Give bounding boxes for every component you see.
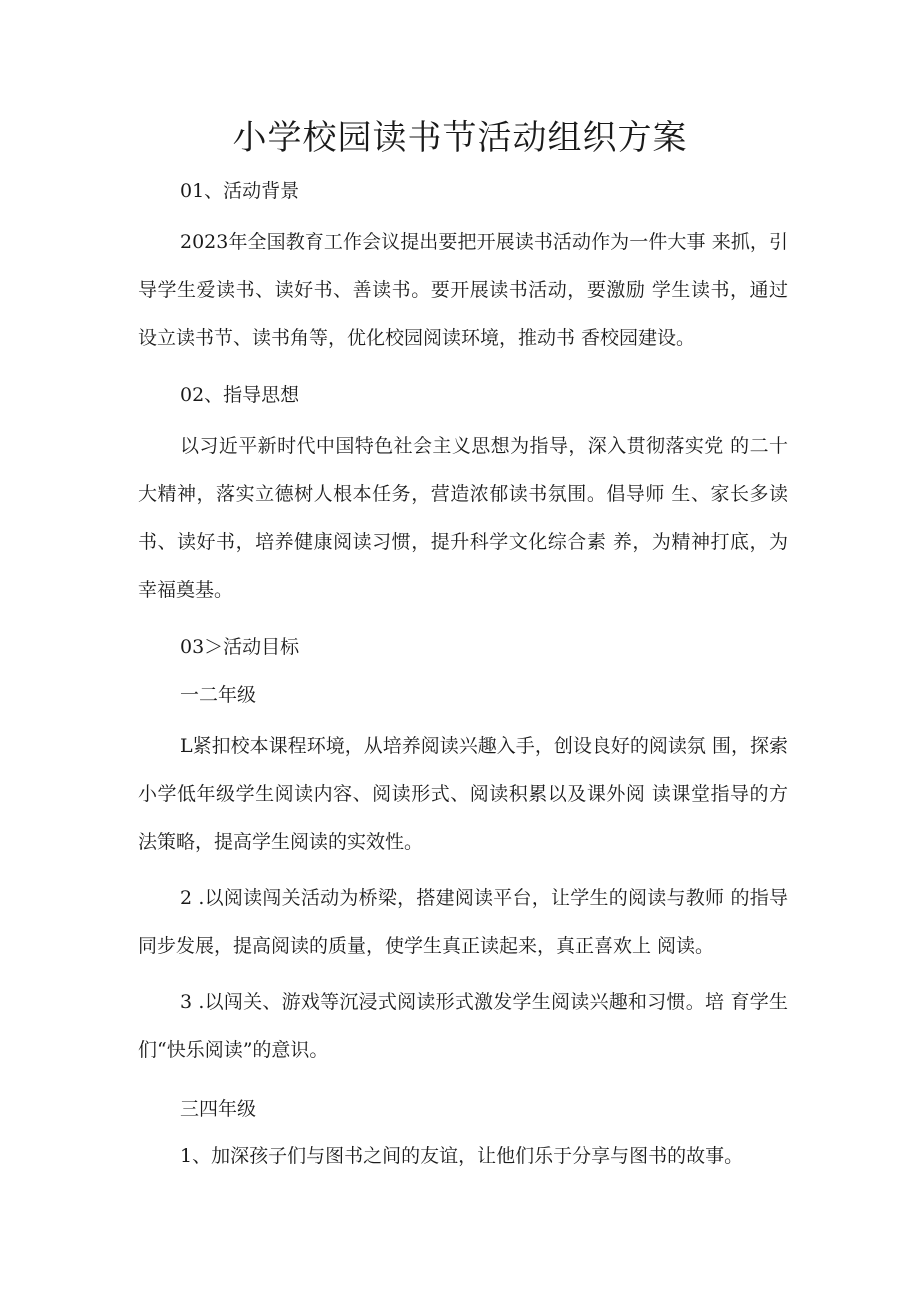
section-heading-goals: 03＞活动目标 [180,636,300,658]
section-heading-background: 01、活动背景 [180,180,300,202]
paragraph-guiding: 以习近平新时代中国特色社会主义思想为指导，深入贯彻落实党 的二十大精神，落实立德树人根本任务，营造浓郁读书氛围。倡导师 生、家长多读书、读好书，培养健康阅读习惯，提升科学文化综合素 养，为精神打底，为幸福奠基。 [138,435,788,601]
document-title: 小学校园读书节活动组织方案 [232,118,688,158]
subheading-grade34: 三四年级 [180,1098,257,1120]
paragraph-grade12-item3: 3 .以闯关、游戏等沉浸式阅读形式激发学生阅读兴趣和习惯。培 育学生们“快乐阅读”的意识。 [138,991,788,1061]
section-heading-guiding: 02、指导思想 [180,384,300,406]
subheading-grade12: 一二年级 [180,684,257,706]
document-body [138,170,788,1188]
paragraph-grade34-item1: 1、加深孩子们与图书之间的友谊，让他们乐于分享与图书的故事。 [180,1145,744,1167]
paragraph-background: 2023年全国教育工作会议提出要把开展读书活动作为一件大事 来抓，引导学生爱读书、读好书、善读书。要开展读书活动，要激励 学生读书，通过设立读书节、读书角等，优化校园阅读环境，推动书 香校园建设。 [138,231,788,349]
paragraph-grade12-item2: 2 .以阅读闯关活动为桥梁，搭建阅读平台，让学生的阅读与教师 的指导同步发展，提高阅读的质量，使学生真正读起来，真正喜欢上 阅读。 [138,887,788,957]
paragraph-grade12-item1: L紧扣校本课程环境，从培养阅读兴趣入手，创设良好的阅读氛 围，探索小学低年级学生阅读内容、阅读形式、阅读积累以及课外阅 读课堂指导的方法策略，提高学生阅读的实效性。 [138,735,788,853]
